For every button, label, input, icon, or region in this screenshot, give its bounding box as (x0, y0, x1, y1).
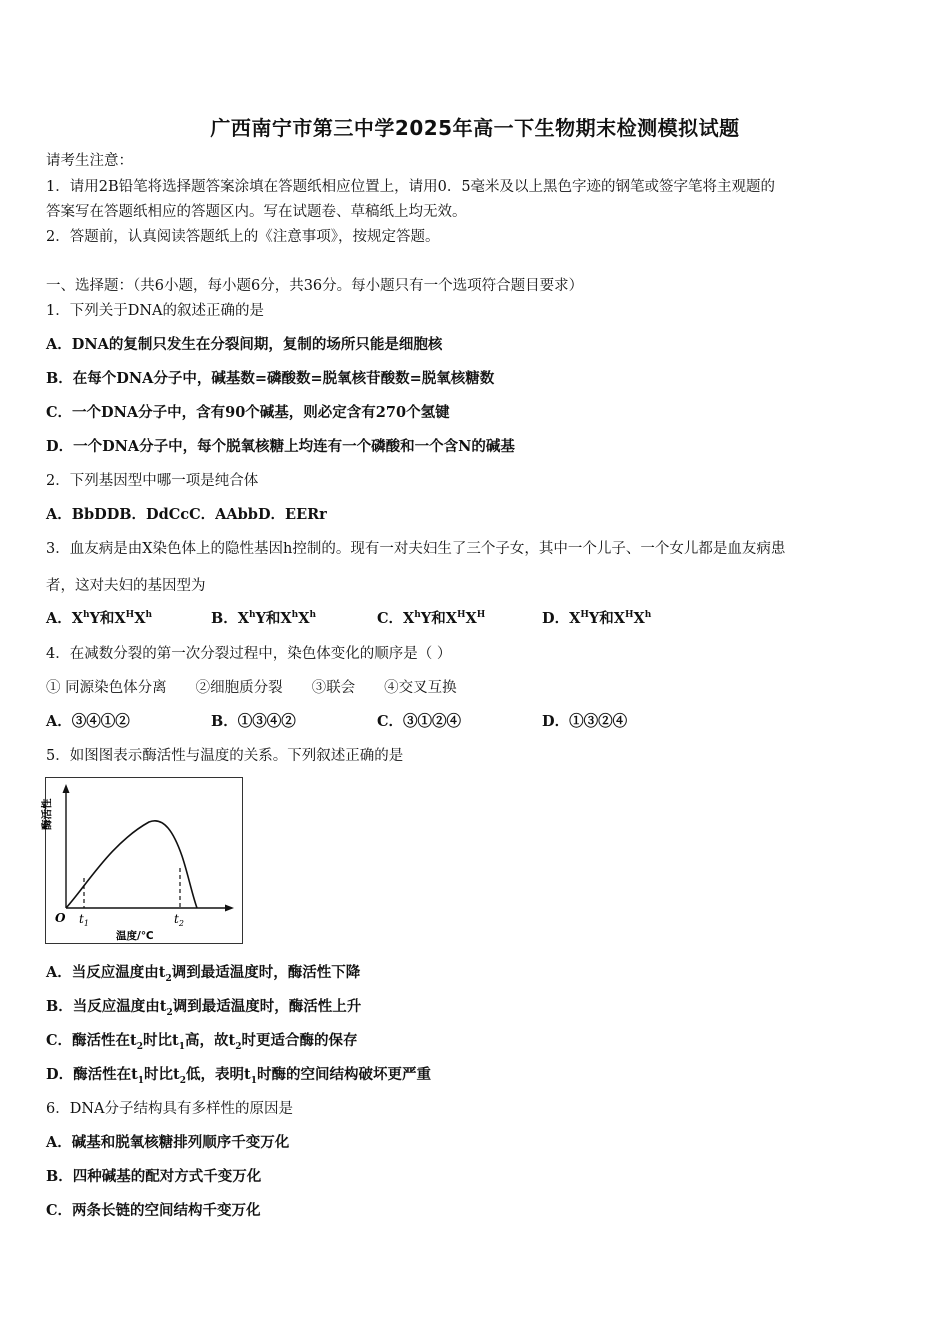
question-4-option-d: D．①③②④ (542, 713, 628, 730)
question-6-stem: 6．DNA分子结构具有多样性的原因是 (46, 1101, 294, 1117)
question-2-stem: 2．下列基因型中哪一项是纯合体 (46, 473, 259, 489)
question-6-option-c: C．两条长链的空间结构千变万化 (46, 1202, 261, 1219)
t2-label: $t_2$ (174, 912, 184, 928)
question-3-option-c: C．$X^hY$和$X^HX^H$ (377, 610, 486, 627)
x-axis-arrow (225, 905, 234, 912)
question-6-option-a: A．碱基和脱氧核糖排列顺序千变万化 (46, 1134, 290, 1151)
question-1-option-b: B．在每个DNA分子中，碱基数=磷酸数=脱氧核苷酸数=脱氧核糖数 (46, 370, 495, 387)
question-5-option-d: D．酶活性在$t_1$时比$t_2$低，表明$t_1$时酶的空间结构破坏更严重 (46, 1066, 431, 1086)
question-3-option-b: B．$X^hY$和$X^hX^h$ (211, 610, 317, 627)
question-3-option-a: A．$X^hY$和$X^HX^h$ (46, 610, 152, 627)
question-3-option-d: D．$X^HY$和$X^HX^h$ (542, 610, 652, 627)
t1-label: $t_1$ (79, 912, 89, 928)
question-3-stem-a: 3．血友病是由X染色体上的隐性基因h控制的。现有一对夫妇生了三个子女，其中一个儿子、一个女儿都是血友病患 (46, 541, 786, 557)
question-4-option-c: C．③①②④ (377, 713, 462, 730)
y-axis-arrow (63, 784, 70, 793)
notice-line-1a: 1．请用2B铅笔将选择题答案涂填在答题纸相应位置上，请用0．5毫米及以上黑色字迹的钢笔或签字笔将主观题的 (46, 179, 776, 195)
enzyme-temperature-figure (41, 777, 243, 944)
page-title: 广西南宁市第三中学2025年高一下生物期末检测模拟试题 (210, 116, 740, 140)
question-5-stem: 5．如图图表示酶活性与温度的关系。下列叙述正确的是 (46, 748, 404, 764)
question-1-option-d: D．一个DNA分子中，每个脱氧核糖上均连有一个磷酸和一个含N的碱基 (46, 438, 515, 455)
y-axis-label: 酶活性 (41, 798, 53, 830)
section-heading: 一、选择题：（共6小题，每小题6分，共36分。每小题只有一个选项符合题目要求） (46, 278, 584, 294)
question-4-stem: 4．在减数分裂的第一次分裂过程中，染色体变化的顺序是（ ） (46, 646, 452, 662)
question-4-items: ① 同源染色体分离 ②细胞质分裂 ③联会 ④交叉互换 (46, 680, 457, 696)
question-2-options: A．BbDDB．DdCcC．AAbbD．EERr (46, 506, 327, 523)
x-axis-label: 温度/℃ (116, 930, 154, 942)
question-3-stem-b: 者，这对夫妇的基因型为 (46, 578, 206, 594)
question-1-stem: 1．下列关于DNA的叙述正确的是 (46, 303, 265, 319)
notice-line-1b: 答案写在答题纸相应的答题区内。写在试题卷、草稿纸上均无效。 (46, 204, 467, 220)
question-4-option-a: A．③④①② (46, 713, 130, 730)
enzyme-curve-svg (41, 778, 242, 943)
notice-line-2: 2．答题前，认真阅读答题纸上的《注意事项》，按规定答题。 (46, 229, 440, 245)
enzyme-activity-curve (66, 821, 197, 908)
question-5-option-c: C．酶活性在$t_2$时比$t_1$高，故$t_2$时更适合酶的保存 (46, 1032, 358, 1052)
question-6-option-b: B．四种碱基的配对方式千变万化 (46, 1168, 262, 1185)
origin-label: O (55, 911, 66, 925)
question-5-option-b: B．当反应温度由$t_2$调到最适温度时，酶活性上升 (46, 998, 362, 1018)
question-1-option-a: A．DNA的复制只发生在分裂间期，复制的场所只能是细胞核 (46, 336, 443, 353)
notice-heading: 请考生注意： (46, 153, 133, 169)
question-4-option-b: B．①③④② (211, 713, 296, 730)
question-1-option-c: C．一个DNA分子中，含有90个碱基，则必定含有270个氢键 (46, 404, 450, 421)
question-5-option-a: A．当反应温度由$t_2$调到最适温度时，酶活性下降 (46, 964, 361, 984)
